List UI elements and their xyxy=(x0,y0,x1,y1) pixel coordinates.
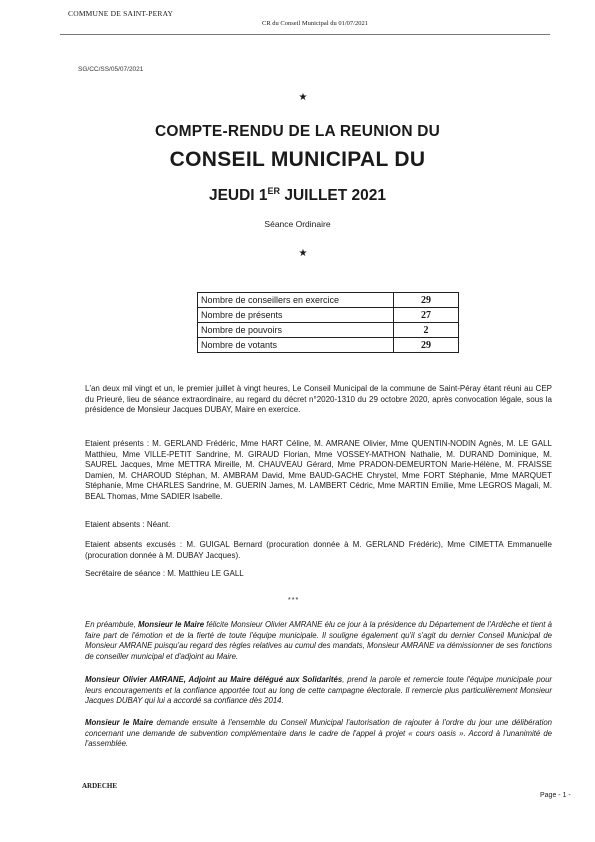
attendance-table xyxy=(197,292,459,353)
count-label: Nombre de présents xyxy=(198,308,394,323)
secretary-paragraph: Secrétaire de séance : M. Matthieu LE GALL xyxy=(85,569,244,578)
footer-service: ARDECHE xyxy=(82,782,118,790)
count-value: 29 xyxy=(394,338,459,353)
mayor-speaker: Monsieur le Maire xyxy=(85,718,154,727)
excused-paragraph: Etaient absents excusés : M. GUIGAL Bernard (procuration donnée à M. GERLAND Frédéric), Mme CIMETTA Emmanuelle (procuration donnée à M. DUBAY Jacques). xyxy=(85,540,552,560)
star-ornament-icon: ★ xyxy=(298,248,308,259)
count-label: Nombre de conseillers en exercice xyxy=(198,293,394,308)
amrane-paragraph xyxy=(85,675,552,707)
intro-paragraph: L'an deux mil vingt et un, le premier juillet à vingt heures, Le Conseil Municipal de la commune de Saint-Péray étant réuni au CEP du Prieuré, lieu de séance extraordinaire, au regard du décret n°2020-1310 du 29 octobre 2020, après convocation légale, sous la présidence de Monsieur Jacques DUBAY, Maire en exercice. xyxy=(85,384,552,414)
count-label: Nombre de votants xyxy=(198,338,394,353)
absents-paragraph: Etaient absents : Néant. xyxy=(85,520,171,529)
preamble-text: félicite Monsieur Olivier AMRANE élu ce jour à la présidence du Département de l'Ardèche et tient à faire part de l'émotion et de la fierté de toute l'équipe municipale. Il souligne également qu'il s'agit du dernier Conseil Municipal de Monsieur AMRANE puisqu'au regard des règles relatives au cumul des mandats, Monsieur AMRANE va démissionner de ses fonctions de conseiller municipal et d'adjoint au Maire. xyxy=(85,620,552,661)
page-number: Page - 1 - xyxy=(540,792,571,799)
count-value: 27 xyxy=(394,308,459,323)
preamble-speaker: Monsieur le Maire xyxy=(138,620,205,629)
header-cr-reference: CR du Conseil Municipal du 01/07/2021 xyxy=(262,20,368,27)
presents-paragraph: Etaient présents : M. GERLAND Frédéric, Mme HART Céline, M. AMRANE Olivier, Mme QUENTIN-NODIN Agnès, M. LE GALL Matthieu, Mme VILLE-PETIT Sandrine, M. GIRAUD Florian, Mme VOSSEY-MATHON Nathalie, M. DURAND Dominique, M. SAUREL Jacques, Mme METTRA Mireille, M. CHAUVEAU Gérard, Mme PRADON-DEMEURTON Marie-Hélène, M. FRAISSE Damien, M. CHAROUD Stéphan, M. AMBRAM David, Mme BAUD-GACHE Chrystel, Mme FORT Stéphanie, Mme MARQUET Stéphanie, Mme CHARLES Sandrine, M. GUERIN James, M. LAMBERT Cédric, Mme MARTIN Emilie, Mme LEGROS Magali, M. BEAL Thomas, Mme SADIER Isabelle. xyxy=(85,439,552,501)
header-commune: COMMUNE DE SAINT-PERAY xyxy=(68,9,174,18)
date-ordinal: ER xyxy=(267,186,281,196)
title-line-2: CONSEIL MUNICIPAL DU xyxy=(169,148,426,171)
section-separator: *** xyxy=(288,597,300,604)
table-row xyxy=(198,323,459,338)
meeting-date-title xyxy=(0,186,595,205)
header-divider xyxy=(60,34,550,35)
date-suffix: JUILLET 2021 xyxy=(280,187,387,205)
star-ornament-icon: ★ xyxy=(298,92,308,103)
amrane-speaker: Monsieur Olivier AMRANE, Adjoint au Maire délégué aux Solidarités xyxy=(85,675,343,684)
preamble-lead: En préambule, xyxy=(85,620,139,629)
document-reference: SG/CC/SS/05/07/2021 xyxy=(78,66,144,73)
preamble-paragraph xyxy=(85,620,552,662)
table-row xyxy=(198,338,459,353)
count-label: Nombre de pouvoirs xyxy=(198,323,394,338)
mayor-request-paragraph xyxy=(85,718,552,750)
seance-type: Séance Ordinaire xyxy=(264,219,331,229)
title-line-1: COMPTE-RENDU DE LA REUNION DU xyxy=(154,123,441,140)
mayor-request-text: demande ensuite à l'ensemble du Conseil Municipal l'autorisation de rajouter à l'ordre du jour une délibération concernant une demande de subvention complémentaire dans le cadre de l'appel à projet « cours oasis ». Accord à l'unanimité de l'assemblée. xyxy=(85,718,553,748)
date-prefix: JEUDI 1 xyxy=(208,187,268,205)
count-value: 2 xyxy=(394,323,459,338)
amrane-text: , prend la parole et remercie toute l'équipe municipale pour leurs encouragements et la confiance apportée tout au long de cette campagne électorale. Il remercie plus particulièrement Monsieur Jacques DUBAY qui lui a accordé sa confiance dès 2014. xyxy=(85,675,553,705)
table-row xyxy=(198,308,459,323)
count-value: 29 xyxy=(394,293,459,308)
table-row xyxy=(198,293,459,308)
